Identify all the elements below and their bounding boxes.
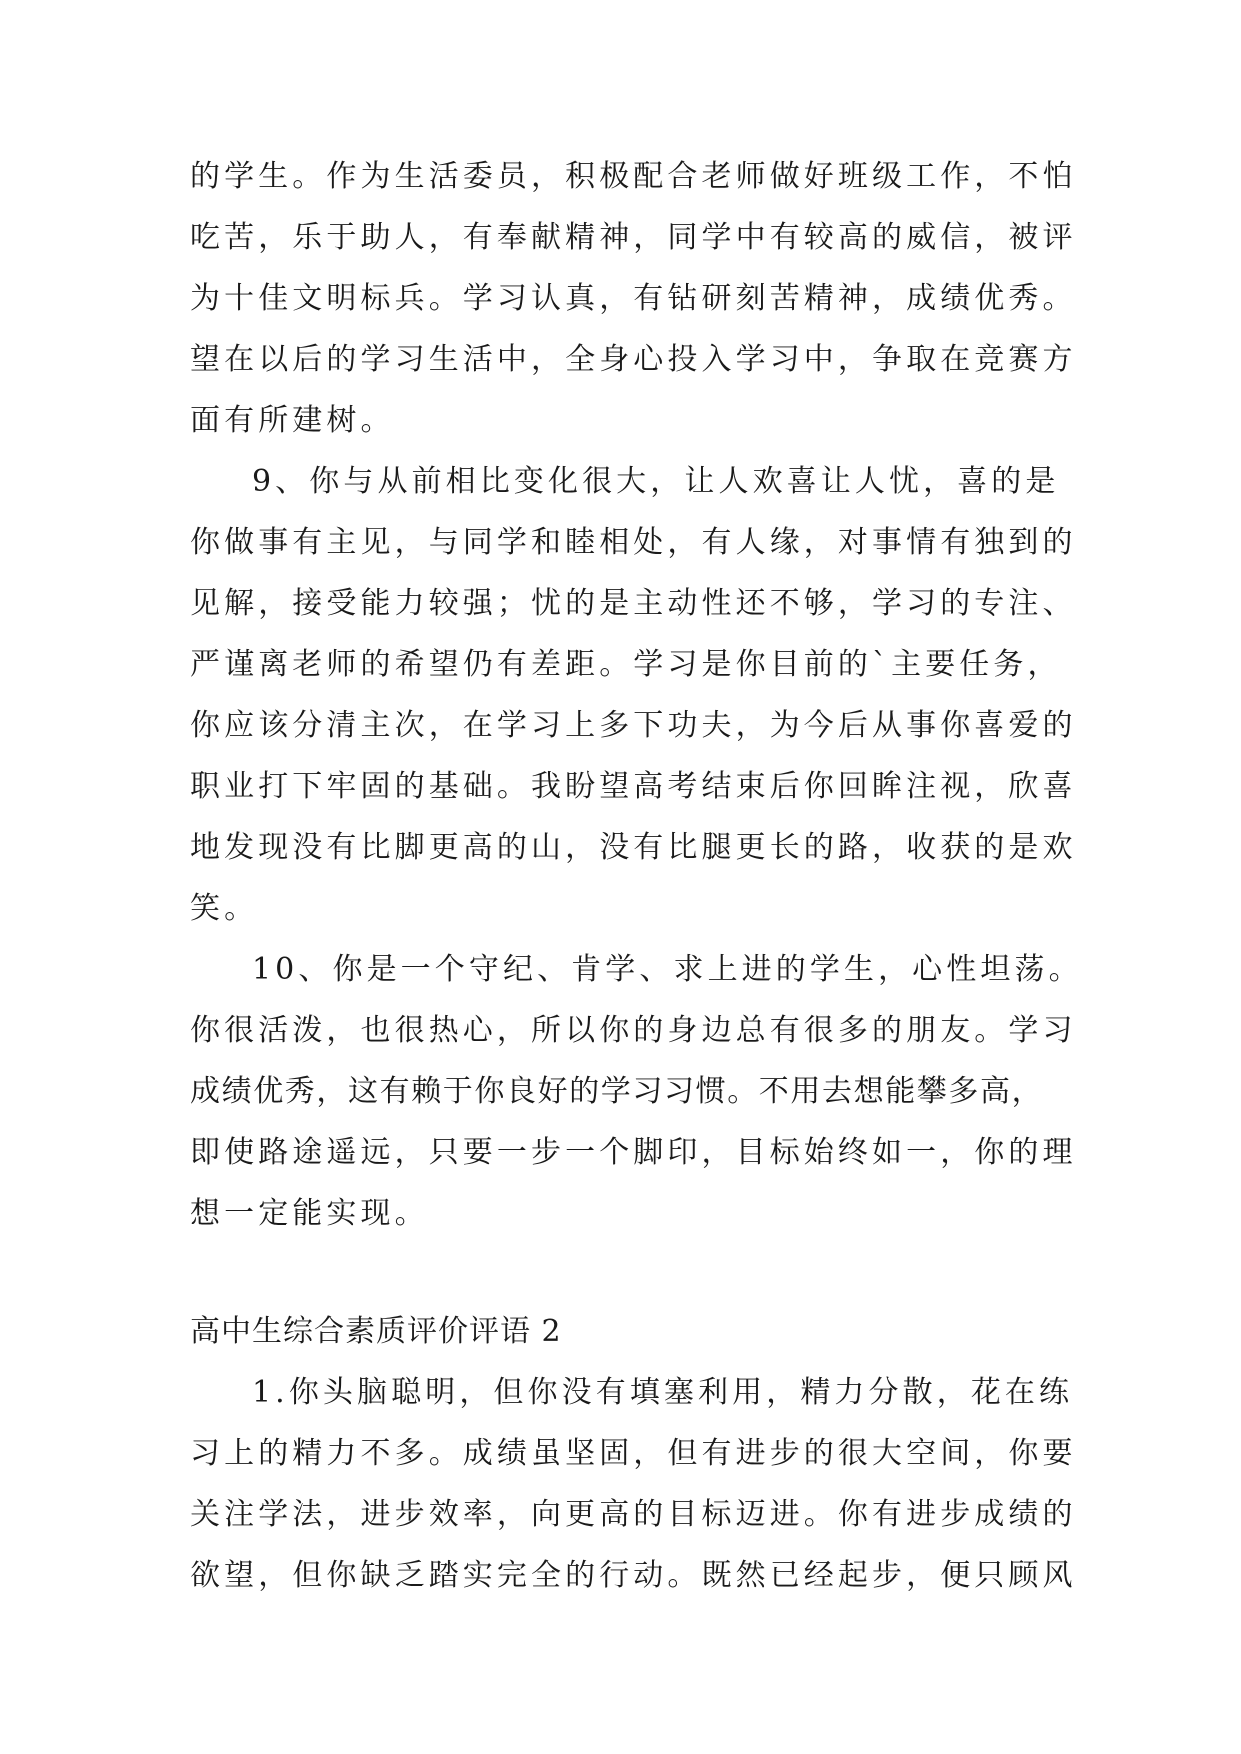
text-line: 10、你是一个守纪、肯学、求上进的学生，心性坦荡。 [252,952,1083,987]
text-line: 习上的精力不多。成绩虽坚固，但有进步的很大空间，你要 [190,1436,1077,1471]
paragraph-s2-1 [190,1375,1077,1593]
text-line: 即使路途遥远，只要一步一个脚印，目标始终如一，你的理 [190,1135,1077,1170]
text-line: 9、你与从前相比变化很大，让人欢喜让人忧，喜的是 [252,464,1060,499]
text-line: 想一定能实现。 [190,1196,429,1231]
text-line: 地发现没有比脚更高的山，没有比腿更长的路，收获的是欢 [190,830,1077,865]
text-line: 关注学法，进步效率，向更高的目标迈进。你有进步成绩的 [190,1497,1077,1532]
text-line: 欲望，但你缺乏踏实完全的行动。既然已经起步，便只顾风 [190,1558,1077,1593]
section-gap [190,1260,1056,1317]
text-line: 笑。 [190,891,259,926]
text-line: 1.你头脑聪明，但你没有填塞利用，精力分散，花在练 [252,1375,1074,1410]
text-line: 望在以后的学习生活中，全身心投入学习中，争取在竞赛方 [190,342,1077,377]
section-title: 高中生综合素质评价评语 2 [190,1314,562,1349]
text-line: 成绩优秀，这有赖于你良好的学习习惯。不用去想能攀多高， [190,1074,1044,1109]
text-line: 为十佳文明标兵。学习认真，有钻研刻苦精神，成绩优秀。 [190,281,1077,316]
text-line: 见解，接受能力较强；忧的是主动性还不够，学习的专注、 [190,586,1077,621]
paragraph-9 [190,464,1077,926]
document-body [190,159,1083,1622]
text-line: 面有所建树。 [190,403,395,438]
text-line: 职业打下牢固的基础。我盼望高考结束后你回眸注视，欣喜 [190,769,1077,804]
text-line: 的学生。作为生活委员，积极配合老师做好班级工作，不怕 [190,159,1077,194]
text-line: 你应该分清主次，在学习上多下功夫，为今后从事你喜爱的 [190,708,1077,743]
text-line: 你很活泼，也很热心，所以你的身边总有很多的朋友。学习 [190,1013,1077,1048]
text-line: 吃苦，乐于助人，有奉献精神，同学中有较高的威信，被评 [190,220,1077,255]
text-line: 你做事有主见，与同学和睦相处，有人缘，对事情有独到的 [190,525,1077,560]
paragraph-10 [190,952,1083,1231]
paragraph-continued [190,159,1077,438]
text-line: 严谨离老师的希望仍有差距。学习是你目前的`主要任务， [190,647,1062,682]
